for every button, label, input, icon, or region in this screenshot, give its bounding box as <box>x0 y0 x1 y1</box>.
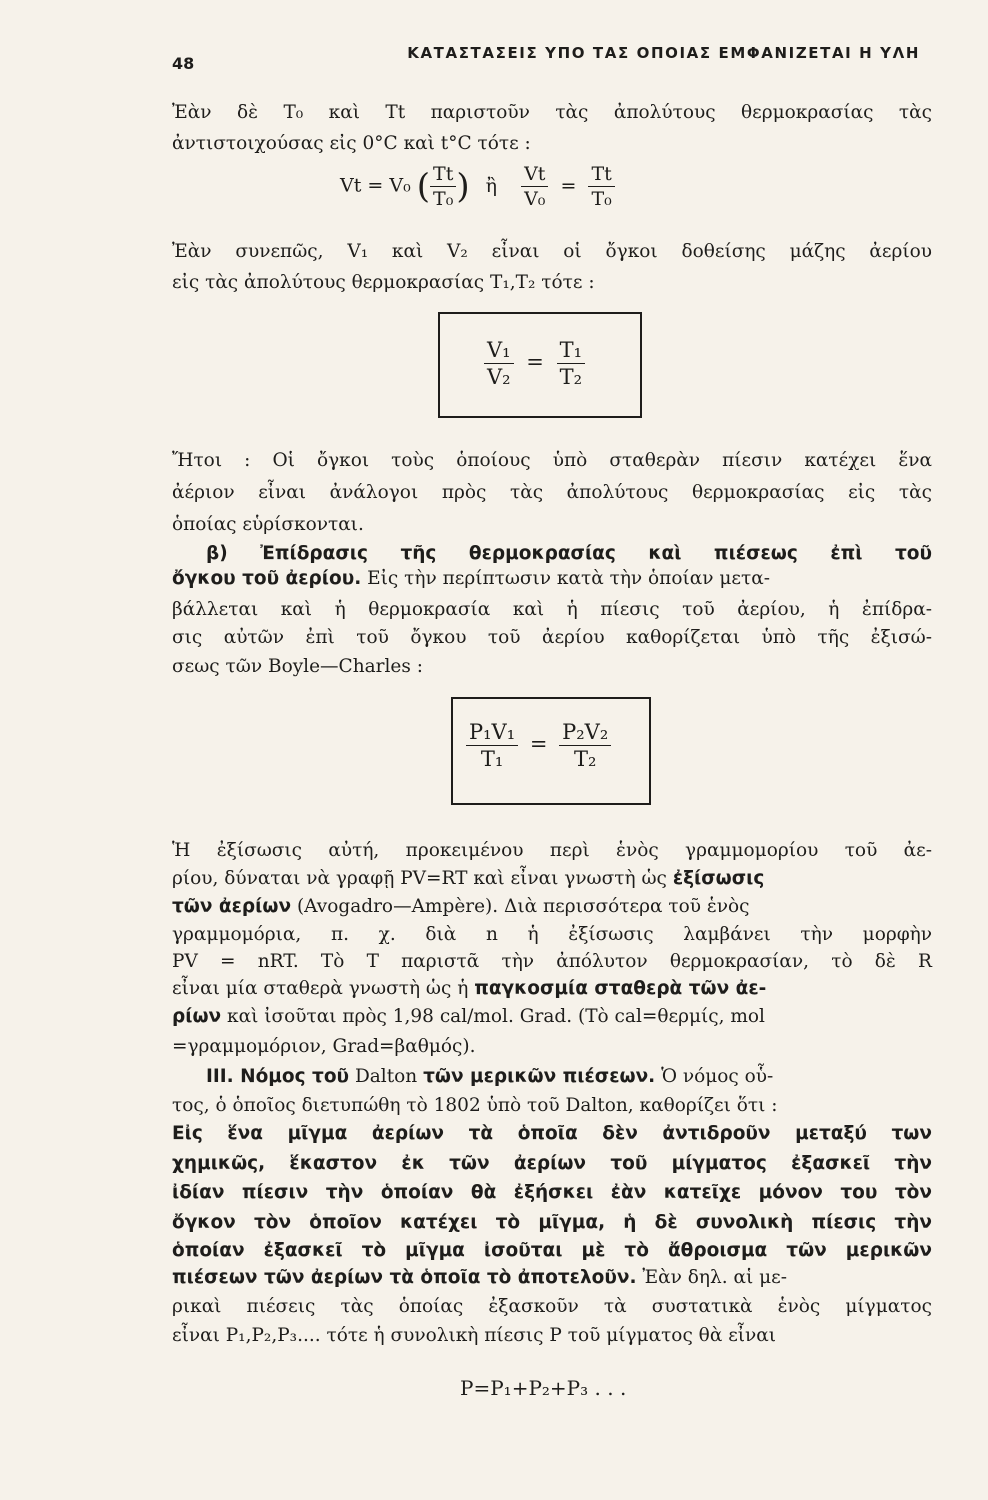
paragraph-line: εἰς τὰς ἀπολύτους θερμοκρασίας T₁,T₂ τότε : <box>172 272 595 293</box>
fraction: $\frac{Tt}{\text{T₀}}$ <box>588 163 614 210</box>
paragraph-line: σεως τῶν Boyle—Charles : <box>172 656 423 677</box>
page-number: 48 <box>172 54 195 73</box>
eq-or: ἢ <box>485 174 498 197</box>
paragraph-line: Ἐὰν συνεπῶς, V₁ καὶ V₂ εἶναι οἱ ὄγκοι δοθείσης μάζης ἀερίου <box>172 241 932 262</box>
eq-equals: = <box>526 350 544 374</box>
equation-charles-law <box>340 163 615 210</box>
eq-lhs: Vt = V₀ <box>340 174 411 197</box>
paragraph-line: ρίων καὶ ἰσοῦται πρὸς 1,98 cal/mol. Grad. (Τὸ cal=θερμίς, mol <box>172 1006 765 1027</box>
paragraph-line: Ἐὰν δὲ T₀ καὶ Tt παριστοῦν τὰς ἀπολύτους θερμοκρασίας τὰς <box>172 102 932 123</box>
law-statement-line: ὄγκον τὸν ὁποῖον κατέχει τὸ μῖγμα, ἡ δὲ συνολικὴ πίεσις τὴν <box>172 1212 932 1233</box>
equation-dalton-sum: P=P₁+P₂+P₃ . . . <box>460 1376 627 1400</box>
paragraph-line: Ἡ ἐξίσωσις αὐτή, προκειμένου περὶ ἑνὸς γραμμομορίου τοῦ ἀε- <box>172 840 932 861</box>
paragraph-line: γραμμομόρια, π. χ. διὰ n ἡ ἐξίσωσις λαμβάνει τὴν μορφὴν <box>172 924 932 945</box>
paragraph-line: εἶναι P₁,P₂,P₃.... τότε ἡ συνολικὴ πίεσις P τοῦ μίγματος θὰ εἶναι <box>172 1325 777 1346</box>
paragraph-line: βάλλεται καὶ ἡ θερμοκρασία καὶ ἡ πίεσις τοῦ ἀερίου, ἡ ἐπίδρα- <box>172 599 932 620</box>
paragraph-line: ἀέριον εἶναι ἀνάλογοι πρὸς τὰς ἀπολύτους θερμοκρασίας εἰς τὰς <box>172 482 932 503</box>
right-paren: ) <box>456 166 470 207</box>
fraction: $\frac{\text{V₁}}{\text{V₂}}$ <box>484 338 514 389</box>
paragraph-line: τῶν ἀερίων (Avogadro—Ampère). Διὰ περισσότερα τοῦ ἑνὸς <box>172 896 750 917</box>
law-statement-line: Εἰς ἕνα μῖγμα ἀερίων τὰ ὁποῖα δὲν ἀντιδροῦν μεταξύ των <box>172 1123 932 1144</box>
paragraph-line <box>172 566 932 592</box>
eq-equals: = <box>529 732 548 756</box>
paragraph-line: τος, ὁ ὁποῖος διετυπώθη τὸ 1802 ὑπὸ τοῦ Dalton, καθορίζει ὅτι : <box>172 1095 778 1116</box>
section-heading-cont: ὄγκου τοῦ ἀερίου. <box>172 568 362 589</box>
fraction: $\frac{\text{P₁V₁}}{\text{T₁}}$ <box>466 720 518 771</box>
paragraph-line: σις αὐτῶν ἐπὶ τοῦ ὄγκου τοῦ ἀερίου καθορίζεται ὑπὸ τῆς ἐξισώ- <box>172 627 932 648</box>
boxed-equation-boyle-charles <box>466 720 611 771</box>
running-title: ΚΑΤΑΣΤΑΣΕΙΣ ΥΠΟ ΤΑΣ ΟΠΟΙΑΣ ΕΜΦΑΝΙΖΕΤΑΙ Η ΥΛΗ <box>407 44 920 62</box>
page-header <box>172 44 920 74</box>
law-statement-line: ὁποίαν ἐξασκεῖ τὸ μῖγμα ἰσοῦται μὲ τὸ ἄθροισμα τῶν μερικῶν <box>172 1240 932 1261</box>
paragraph-line: PV = nRT. Τὸ T παριστᾶ τὴν ἀπόλυτον θερμοκρασίαν, τὸ δὲ R <box>172 951 932 972</box>
paragraph-text: Εἰς τὴν περίπτωσιν κατὰ τὴν ὁποίαν μετα- <box>361 568 770 589</box>
fraction: $\frac{Vt}{\text{V₀}}$ <box>521 163 548 210</box>
paragraph-line: ρίου, δύναται νὰ γραφῇ PV=RT καὶ εἶναι γνωστὴ ὡς ἐξίσωσις <box>172 868 765 889</box>
paragraph-line: ὁποίας εὑρίσκονται. <box>172 514 364 535</box>
fraction: $\frac{\text{T₁}}{\text{T₂}}$ <box>557 338 585 389</box>
law-statement-line: χημικῶς, ἕκαστον ἐκ τῶν ἀερίων τοῦ μίγματος ἐξασκεῖ τὴν <box>172 1153 932 1174</box>
paragraph-line: Ἤτοι : Οἱ ὄγκοι τοὺς ὁποίους ὑπὸ σταθερὰν πίεσιν κατέχει ἕνα <box>172 450 932 471</box>
boxed-equation-volume-temperature <box>484 338 585 389</box>
paragraph-line: πιέσεων τῶν ἀερίων τὰ ὁποῖα τὸ ἀποτελοῦν. Ἐὰν δηλ. αἱ με- <box>172 1267 787 1288</box>
paragraph-line: ἀντιστοιχούσας εἰς 0°C καὶ t°C τότε : <box>172 133 531 154</box>
law-statement-line: ἰδίαν πίεσιν τὴν ὁποίαν θὰ ἐξήσκει ἐὰν κατεῖχε μόνον του τὸν <box>172 1182 932 1203</box>
section-heading: β) Ἐπίδρασις τῆς θερμοκρασίας καὶ πιέσεως ἐπὶ τοῦ <box>206 543 932 564</box>
paragraph-line: =γραμμομόριον, Grad=βαθμός). <box>172 1036 476 1057</box>
eq-equals: = <box>560 174 577 197</box>
section-heading: III. Νόμος τοῦ Dalton τῶν μερικῶν πιέσεων. Ὁ νόμος οὗ- <box>206 1066 774 1087</box>
paragraph-line: ρικαὶ πιέσεις τὰς ὁποίας ἐξασκοῦν τὰ συστατικὰ ἑνὸς μίγματος <box>172 1296 932 1317</box>
fraction: $\frac{Tt}{\text{T₀}}$ <box>430 163 456 210</box>
fraction: $\frac{\text{P₂V₂}}{\text{T₂}}$ <box>559 720 611 771</box>
left-paren: ( <box>416 166 431 207</box>
paragraph-line: εἶναι μία σταθερὰ γνωστὴ ὡς ἡ παγκοσμία σταθερὰ τῶν ἀε- <box>172 978 767 999</box>
